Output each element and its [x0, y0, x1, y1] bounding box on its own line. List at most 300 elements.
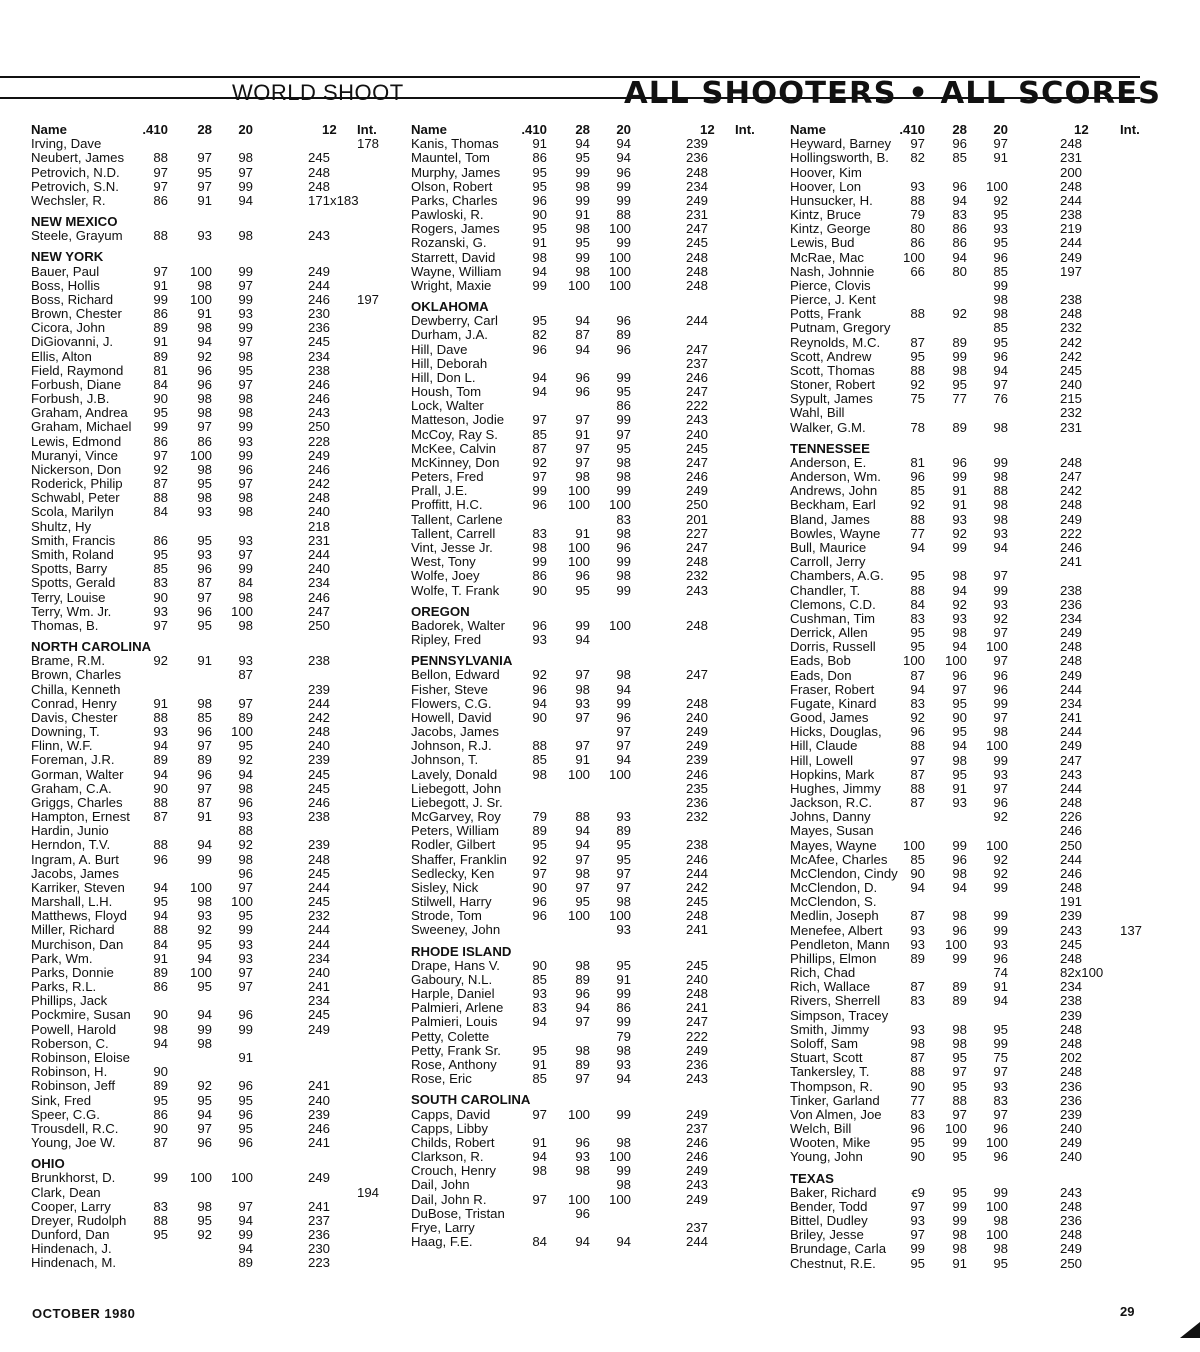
score-28: 95 — [952, 377, 967, 393]
score-28: 98 — [952, 1036, 967, 1051]
shooter-row — [31, 824, 391, 838]
score-20: 98 — [238, 617, 253, 633]
score-12: 249 — [1060, 1135, 1083, 1151]
shooter-row — [790, 1257, 1150, 1271]
score-20: 93 — [616, 809, 631, 825]
score-20: 93 — [238, 936, 253, 952]
shooter-name: Phillips, Jack — [31, 993, 108, 1009]
shooter-row — [790, 909, 1150, 923]
score-20: 94 — [993, 362, 1008, 378]
shooter-name: Fisher, Steve — [411, 681, 488, 697]
shooter-row — [790, 654, 1150, 668]
score-410: 88 — [153, 709, 168, 725]
score-410: 78 — [910, 419, 925, 435]
score-12: 243 — [686, 582, 709, 598]
shooter-row — [31, 435, 391, 449]
shooter-name: Fugate, Kinard — [790, 695, 877, 711]
score-12: 240 — [1060, 1121, 1083, 1137]
shooter-row — [790, 350, 1150, 364]
shooter-name: Karriker, Steven — [31, 879, 125, 895]
score-28: 89 — [952, 979, 967, 995]
shooter-name: Miller, Richard — [31, 922, 115, 938]
score-12: 248 — [1060, 653, 1083, 669]
score-20: 93 — [993, 596, 1008, 612]
score-410: 91 — [532, 136, 547, 152]
score-20: 99 — [238, 1227, 253, 1243]
score-20: 97 — [616, 738, 631, 754]
score-12: 219 — [1060, 221, 1083, 237]
shooter-name: Mayes, Susan — [790, 823, 874, 839]
shooter-row — [411, 1221, 771, 1235]
score-20: 96 — [993, 795, 1008, 811]
score-12: 197 — [1060, 263, 1083, 279]
score-20: 92 — [238, 837, 253, 853]
shooter-name: Irving, Dave — [31, 136, 102, 152]
score-20: 92 — [993, 809, 1008, 825]
state-name: TEXAS — [790, 1170, 834, 1186]
score-28: 95 — [197, 164, 212, 180]
score-12: 231 — [686, 207, 709, 223]
score-20: 96 — [238, 1007, 253, 1023]
score-20: 83 — [993, 1092, 1008, 1108]
shooter-row — [31, 378, 391, 392]
score-28: 97 — [197, 738, 212, 754]
shooter-name: Ellis, Alton — [31, 348, 92, 364]
score-28: 98 — [197, 1035, 212, 1051]
score-20: 99 — [993, 922, 1008, 938]
shooter-name: Hoover, Kim — [790, 164, 862, 180]
score-28: 94 — [575, 823, 590, 839]
score-410: 95 — [153, 405, 168, 421]
score-20: 97 — [993, 377, 1008, 393]
score-410: 93 — [910, 178, 925, 194]
score-20: 95 — [993, 1255, 1008, 1271]
shooter-name: Eads, Don — [790, 667, 852, 683]
shooter-row — [31, 938, 391, 952]
score-410: 96 — [532, 192, 547, 208]
score-12: 245 — [308, 766, 331, 782]
score-28: 98 — [575, 1042, 590, 1058]
score-20: 97 — [238, 695, 253, 711]
score-12: 240 — [686, 709, 709, 725]
score-410: 90 — [532, 207, 547, 223]
shooter-name: Housh, Tom — [411, 384, 482, 400]
shooter-name: Tallent, Carlene — [411, 511, 503, 527]
score-12: 232 — [686, 809, 709, 825]
score-410: 90 — [910, 1078, 925, 1094]
score-28: 94 — [575, 632, 590, 648]
score-12: 234 — [308, 950, 331, 966]
shooter-row — [411, 711, 771, 725]
score-12: 238 — [1060, 582, 1083, 598]
score-410: 94 — [532, 384, 547, 400]
score-12: 244 — [308, 546, 331, 562]
score-12: 241 — [1060, 554, 1083, 570]
score-20: 100 — [985, 1135, 1008, 1151]
score-20: 93 — [993, 1078, 1008, 1094]
score-28: 97 — [575, 667, 590, 683]
score-410: 96 — [910, 469, 925, 485]
shooter-name: Wolfe, T. Frank — [411, 582, 500, 598]
shooter-row — [790, 222, 1150, 236]
score-20: 94 — [238, 192, 253, 208]
score-20: 79 — [616, 1028, 631, 1044]
shooter-row — [790, 754, 1150, 768]
shooter-name: Starrett, David — [411, 249, 496, 265]
shooter-name: Lavely, Donald — [411, 766, 498, 782]
shooter-name: Bittel, Dudley — [790, 1213, 868, 1229]
shooter-name: Beckham, Earl — [790, 497, 876, 513]
score-28: 100 — [944, 936, 967, 952]
shooter-row — [790, 839, 1150, 853]
shooter-row — [790, 1065, 1150, 1079]
score-410: 91 — [532, 1057, 547, 1072]
shooter-name: Hopkins, Mark — [790, 766, 875, 782]
shooter-name: Von Almen, Joe — [790, 1106, 882, 1122]
score-12: 246 — [686, 851, 709, 867]
shooter-row — [31, 1122, 391, 1136]
shooter-row — [790, 166, 1150, 180]
score-20: 94 — [616, 136, 631, 152]
score-410: 88 — [153, 794, 168, 810]
score-410: 88 — [910, 582, 925, 598]
score-20: 100 — [230, 724, 253, 740]
score-410: 97 — [532, 1191, 547, 1207]
score-410: 66 — [910, 263, 925, 279]
shooter-row — [790, 236, 1150, 250]
score-20: 86 — [616, 1000, 631, 1016]
score-410: 91 — [153, 695, 168, 711]
shooter-row — [790, 994, 1150, 1008]
shooter-name: Brown, Charles — [31, 667, 122, 683]
score-28: 98 — [197, 490, 212, 506]
shooter-row — [790, 498, 1150, 512]
score-410: 93 — [532, 632, 547, 648]
score-20: 99 — [616, 369, 631, 385]
score-12: 241 — [308, 979, 331, 995]
shooter-name: Brown, Chester — [31, 306, 122, 322]
shooter-row — [31, 151, 391, 165]
shooter-row — [790, 824, 1150, 838]
score-12: 239 — [308, 681, 331, 697]
shooter-name: Petrovich, N.D. — [31, 164, 120, 180]
shooter-row — [790, 421, 1150, 435]
shooter-row — [790, 1242, 1150, 1256]
score-28: 97 — [575, 454, 590, 470]
score-410: 87 — [910, 795, 925, 811]
score-20: 99 — [238, 1021, 253, 1037]
score-20: 99 — [993, 752, 1008, 768]
shooter-row — [31, 810, 391, 824]
shooter-name: Sink, Fred — [31, 1092, 92, 1108]
state-heading — [411, 300, 771, 314]
shooter-name: Heyward, Barney — [790, 136, 892, 152]
score-12: 244 — [686, 865, 709, 881]
score-12: 247 — [686, 454, 709, 470]
score-12: 231 — [1060, 419, 1083, 435]
score-28: 99 — [952, 469, 967, 485]
score-12: 243 — [308, 405, 331, 421]
score-20: 94 — [238, 1212, 253, 1228]
shooter-name: Kanis, Thomas — [411, 136, 499, 152]
shooter-name: Tankersley, T. — [790, 1064, 870, 1080]
score-28: 93 — [952, 610, 967, 626]
shooter-name: Roderick, Philip — [31, 476, 123, 492]
shooter-row — [31, 1079, 391, 1093]
score-410: 97 — [153, 178, 168, 194]
score-410: 87 — [910, 766, 925, 782]
score-12: 228 — [308, 433, 331, 449]
shooter-row — [790, 378, 1150, 392]
score-410: 83 — [910, 1106, 925, 1122]
shooter-name: Hill, Lowell — [790, 752, 854, 768]
score-28: 98 — [197, 391, 212, 407]
score-28: 98 — [952, 625, 967, 641]
score-20: 96 — [993, 950, 1008, 966]
score-28: 89 — [952, 419, 967, 435]
score-12: 234 — [308, 993, 331, 1009]
shooter-row — [411, 428, 771, 442]
score-20: 94 — [616, 752, 631, 768]
score-28: 99 — [952, 837, 967, 853]
shooter-name: Flowers, C.G. — [411, 695, 492, 711]
score-20: 99 — [993, 880, 1008, 896]
shooter-row — [790, 938, 1150, 952]
shooter-name: Hampton, Ernest — [31, 809, 130, 825]
shooter-name: Scott, Andrew — [790, 348, 872, 364]
shooter-row — [31, 449, 391, 463]
score-28: 94 — [952, 249, 967, 265]
score-410: 86 — [532, 150, 547, 166]
score-12: 234 — [308, 348, 331, 364]
shooter-name: Cushman, Tim — [790, 610, 876, 626]
score-12: 248 — [686, 617, 709, 633]
score-20: 99 — [238, 447, 253, 463]
score-410: 94 — [532, 695, 547, 711]
shooter-row — [31, 796, 391, 810]
score-410: 96 — [532, 681, 547, 697]
score-20: 97 — [238, 879, 253, 895]
score-410: 93 — [153, 724, 168, 740]
score-28: 97 — [197, 1120, 212, 1136]
score-28: 93 — [952, 511, 967, 527]
shooter-name: Young, Joe W. — [31, 1135, 116, 1151]
score-12: 246 — [1060, 865, 1083, 881]
shooter-name: Petrovich, S.N. — [31, 178, 119, 194]
shooter-row — [31, 166, 391, 180]
score-20: 91 — [238, 1050, 253, 1065]
score-20: 98 — [993, 469, 1008, 485]
score-410: 90 — [532, 879, 547, 895]
shooter-name: DiGiovanni, J. — [31, 334, 114, 350]
score-12: 238 — [1060, 993, 1083, 1009]
score-20: 100 — [608, 221, 631, 237]
score-12: 240 — [308, 738, 331, 754]
score-12: 248 — [308, 851, 331, 867]
score-20: 98 — [238, 589, 253, 605]
score-28: 100 — [567, 1106, 590, 1122]
score-12: 246 — [1060, 823, 1083, 839]
score-28: 87 — [197, 794, 212, 810]
score-12: 248 — [686, 908, 709, 924]
shooter-name: Downing, T. — [31, 724, 100, 740]
score-28: 99 — [197, 851, 212, 867]
score-20: 100 — [985, 738, 1008, 754]
shooter-name: Powell, Harold — [31, 1021, 117, 1037]
shooter-name: Terry, Louise — [31, 589, 106, 605]
score-28: 87 — [575, 327, 590, 343]
score-20: 100 — [608, 277, 631, 293]
score-28: 97 — [575, 709, 590, 725]
shooter-row — [790, 513, 1150, 527]
shooter-name: Drape, Hans V. — [411, 957, 500, 973]
score-28: 77 — [952, 391, 967, 407]
score-28: 96 — [575, 369, 590, 385]
shooter-row — [790, 881, 1150, 895]
shooter-row — [790, 612, 1150, 626]
score-12: 222 — [686, 398, 709, 414]
shooter-row — [31, 364, 391, 378]
shooter-row — [31, 137, 391, 151]
shooter-row — [411, 867, 771, 881]
column-header: 12 — [1074, 122, 1089, 137]
shooter-name: Simpson, Tracey — [790, 1007, 889, 1023]
score-410: 99 — [153, 1170, 168, 1186]
score-20: 100 — [985, 1198, 1008, 1214]
shooter-name: Sedlecky, Ken — [411, 865, 495, 881]
shooter-name: Herndon, T.V. — [31, 837, 111, 853]
score-410: 95 — [532, 313, 547, 329]
score-410: 96 — [532, 894, 547, 910]
score-12: 249 — [686, 1042, 709, 1058]
score-20: 94 — [616, 1234, 631, 1250]
shooter-row — [31, 307, 391, 321]
score-20: 92 — [993, 192, 1008, 208]
score-410: 99 — [153, 419, 168, 435]
shooter-row — [31, 853, 391, 867]
score-12: 248 — [308, 490, 331, 506]
score-12: 244 — [308, 936, 331, 952]
score-20: 94 — [238, 766, 253, 782]
shooter-row — [411, 180, 771, 194]
score-12: 246 — [686, 1149, 709, 1165]
score-410: 98 — [910, 1036, 925, 1051]
shooter-row — [411, 668, 771, 682]
score-12: 248 — [1060, 178, 1083, 194]
score-12: 245 — [1060, 936, 1083, 952]
state-heading — [31, 215, 391, 229]
score-28: 95 — [197, 532, 212, 548]
shooter-name: Rivers, Sherrell — [790, 993, 881, 1009]
shooter-name: Kintz, George — [790, 221, 871, 237]
score-20: 98 — [993, 306, 1008, 322]
shooter-row — [411, 343, 771, 357]
score-410: 84 — [910, 596, 925, 612]
shooter-row — [31, 654, 391, 668]
score-20: 97 — [238, 334, 253, 350]
state-name: OHIO — [31, 1156, 65, 1172]
shooter-name: Ripley, Fred — [411, 632, 482, 648]
shooter-name: DuBose, Tristan — [411, 1205, 505, 1221]
shooter-row — [790, 669, 1150, 683]
score-12: 239 — [308, 752, 331, 768]
shooter-row — [411, 484, 771, 498]
score-28: 94 — [952, 639, 967, 655]
shooter-name: Peters, William — [411, 823, 499, 839]
score-12: 245 — [308, 334, 331, 350]
score-28: 99 — [575, 192, 590, 208]
shooter-row — [790, 1200, 1150, 1214]
score-12: 232 — [308, 908, 331, 924]
score-20: 87 — [238, 667, 253, 683]
score-410: 90 — [532, 582, 547, 598]
score-28: 96 — [197, 603, 212, 619]
score-410: 97 — [910, 752, 925, 768]
shooter-name: Petty, Colette — [411, 1028, 490, 1044]
shooter-name: Dorris, Russell — [790, 639, 876, 655]
score-12: 240 — [686, 971, 709, 987]
score-12: 215 — [1060, 391, 1083, 407]
shooter-row — [31, 725, 391, 739]
score-20: 93 — [993, 221, 1008, 237]
shooter-row — [31, 1065, 391, 1079]
shooter-row — [411, 619, 771, 633]
shooter-row — [411, 555, 771, 569]
shooter-name: McClendon, Cindy — [790, 865, 898, 881]
score-20: 98 — [616, 1042, 631, 1058]
score-20: 88 — [616, 207, 631, 223]
shooter-name: McCoy, Ray S. — [411, 426, 498, 442]
column-header: 28 — [952, 122, 967, 137]
score-12: 245 — [686, 440, 709, 456]
score-410: 87 — [910, 908, 925, 924]
shooter-row — [790, 1186, 1150, 1200]
shooter-name: Forbush, J.B. — [31, 391, 110, 407]
score-20: 95 — [993, 235, 1008, 251]
shooter-row — [411, 413, 771, 427]
score-410: 83 — [532, 525, 547, 541]
shooter-name: Young, John — [790, 1149, 863, 1165]
score-20: 99 — [238, 419, 253, 435]
score-28: 96 — [197, 376, 212, 392]
shooter-name: Wahl, Bill — [790, 405, 845, 421]
score-20: 93 — [993, 936, 1008, 952]
shooter-row — [31, 994, 391, 1008]
score-410: 86 — [153, 532, 168, 548]
state-name: OREGON — [411, 603, 470, 619]
shooter-row — [790, 293, 1150, 307]
shooter-name: Walker, G.M. — [790, 419, 866, 435]
shooter-row — [31, 1171, 391, 1185]
shooter-row — [411, 1235, 771, 1249]
shooter-row — [411, 442, 771, 456]
shooter-row — [411, 768, 771, 782]
score-20: 97 — [238, 277, 253, 293]
shooter-row — [411, 1001, 771, 1015]
score-column-2 — [411, 123, 771, 1249]
score-28: 94 — [575, 136, 590, 152]
shooter-name: Rose, Anthony — [411, 1057, 497, 1072]
score-410: 96 — [910, 724, 925, 740]
shooter-name: Liebegott, John — [411, 780, 502, 796]
shooter-name: Peters, Fred — [411, 469, 484, 485]
score-12: 234 — [308, 575, 331, 591]
score-28: 95 — [952, 1184, 967, 1200]
score-20: 100 — [608, 1191, 631, 1207]
score-12: 249 — [1060, 667, 1083, 683]
score-410: 85 — [153, 561, 168, 577]
score-410: 87 — [910, 334, 925, 350]
